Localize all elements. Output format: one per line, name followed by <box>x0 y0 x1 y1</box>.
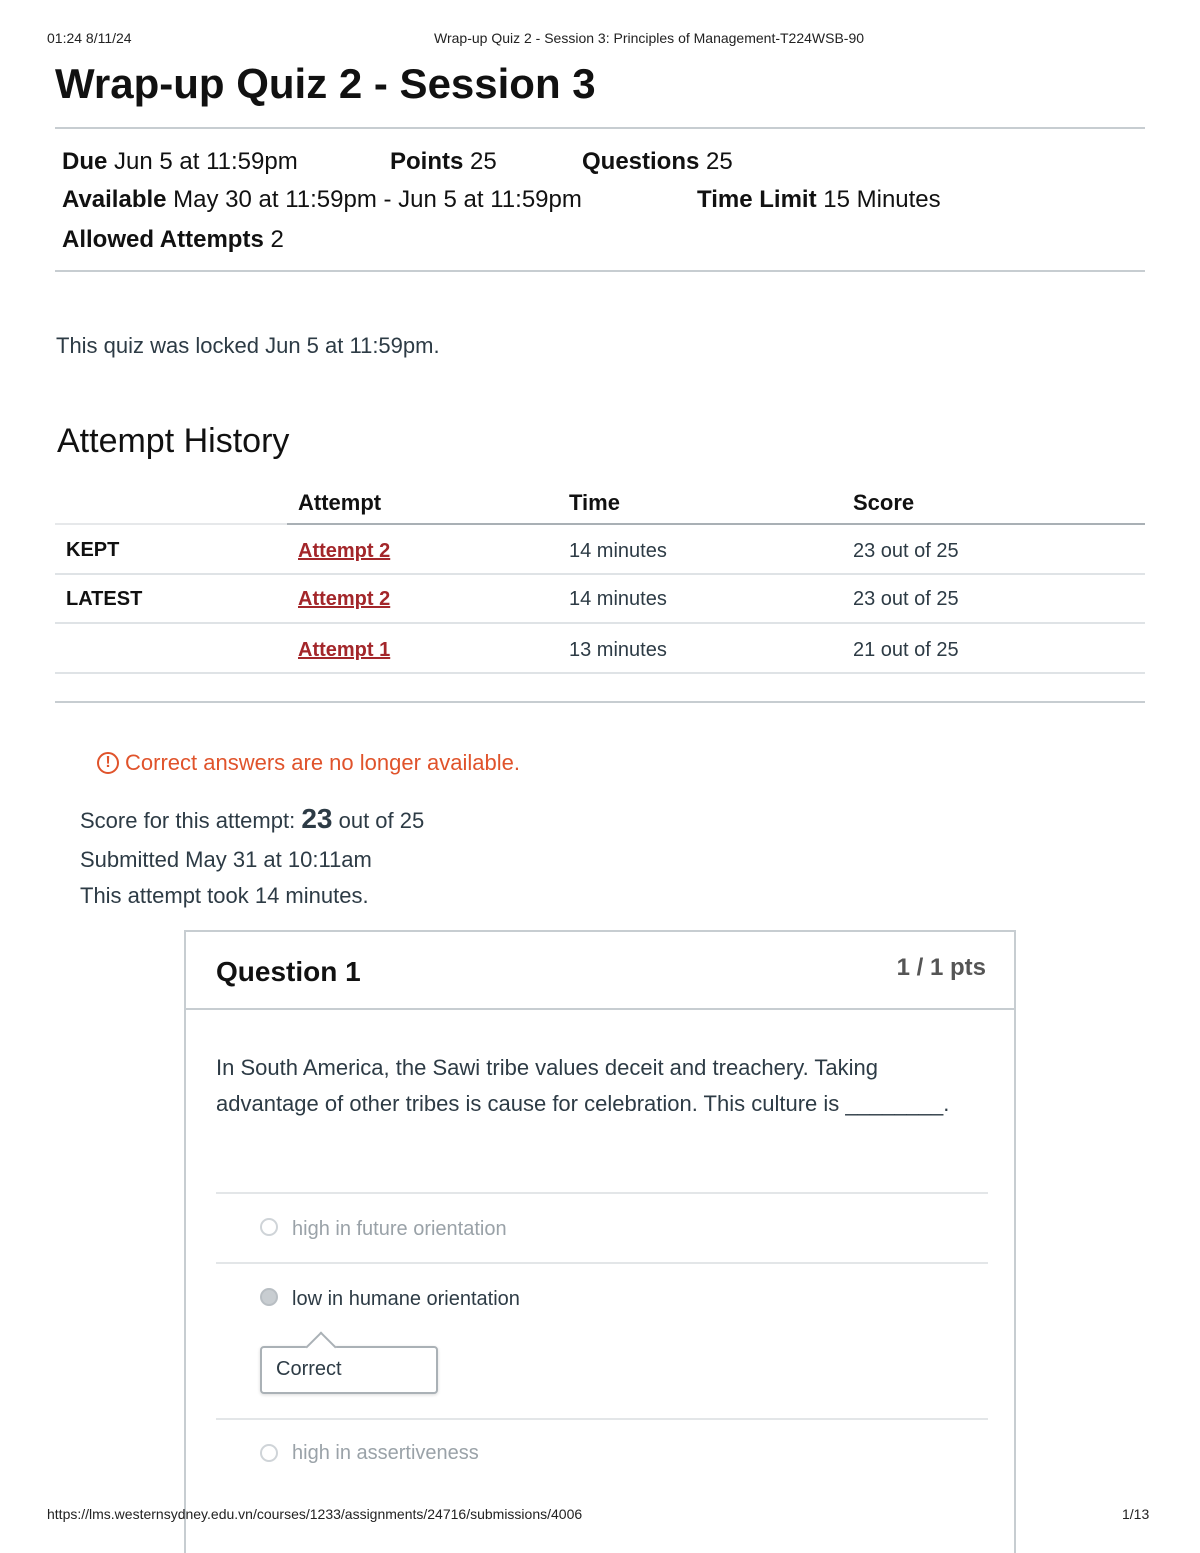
questions-info <box>582 148 733 176</box>
attempt-score-line <box>80 803 424 835</box>
print-document-title: Wrap-up Quiz 2 - Session 3: Principles of Management-T224WSB-90 <box>434 30 865 46</box>
attempt-score: 23 out of 25 <box>853 588 959 610</box>
attempt-score: 23 out of 25 <box>853 540 959 562</box>
question-text: In South America, the Sawi tribe values deceit and treachery. Taking advantage of other tribes is cause for celebration. This culture is ________. <box>216 1055 950 1116</box>
divider <box>55 270 1145 272</box>
answer-divider <box>216 1192 988 1194</box>
print-url: https://lms.westernsydney.edu.vn/courses/1233/assignments/24716/submissions/4006 <box>47 1506 583 1522</box>
table-row-divider <box>55 672 1145 674</box>
due-label: Due <box>62 148 108 175</box>
questions-label: Questions <box>582 148 700 175</box>
print-page-number: 1/13 <box>1122 1506 1150 1522</box>
time-limit-value: 15 Minutes <box>823 186 941 213</box>
answer-divider <box>216 1418 988 1420</box>
row-label-kept: KEPT <box>66 539 120 561</box>
score-value: 23 <box>301 803 333 834</box>
column-header-attempt: Attempt <box>298 490 382 515</box>
available-value: May 30 at 11:59pm - Jun 5 at 11:59pm <box>173 186 582 213</box>
available-label: Available <box>62 186 167 213</box>
attempt-duration: This attempt took 14 minutes. <box>80 883 369 908</box>
submitted-time: Submitted May 31 at 10:11am <box>80 847 372 872</box>
attempt-score: 21 out of 25 <box>853 639 959 661</box>
attempt-time: 14 minutes <box>569 540 667 562</box>
points-label: Points <box>390 148 464 175</box>
attempt-time: 14 minutes <box>569 588 667 610</box>
locked-message: This quiz was locked Jun 5 at 11:59pm. <box>56 333 440 358</box>
correct-feedback-tooltip <box>260 1346 438 1394</box>
notice-text: Correct answers are no longer available. <box>125 750 520 775</box>
table-row-divider <box>55 622 1145 624</box>
divider <box>55 127 1145 129</box>
divider <box>55 701 1145 703</box>
question-card <box>184 930 1016 1553</box>
question-title: Question 1 <box>216 956 361 987</box>
attempt-link[interactable]: Attempt 2 <box>298 540 391 562</box>
score-prefix: Score for this attempt: <box>80 808 296 833</box>
exclamation-circle-icon: ! <box>97 752 119 774</box>
column-header-score: Score <box>853 490 915 515</box>
answer-option-selected[interactable]: low in humane orientation <box>292 1288 520 1310</box>
table-row-divider <box>55 573 1145 575</box>
available-info <box>62 186 582 214</box>
answer-radio[interactable] <box>260 1218 278 1236</box>
points-info <box>390 148 497 176</box>
column-header-time: Time <box>569 490 620 515</box>
answer-option[interactable]: high in future orientation <box>292 1218 507 1240</box>
answer-radio[interactable] <box>260 1444 278 1462</box>
questions-value: 25 <box>706 148 733 175</box>
attempt-time: 13 minutes <box>569 639 667 661</box>
time-limit-info <box>697 186 941 214</box>
table-header-line <box>55 523 287 525</box>
answers-unavailable-notice <box>97 750 520 776</box>
page-title: Wrap-up Quiz 2 - Session 3 <box>55 60 596 107</box>
score-suffix: out of 25 <box>338 808 425 833</box>
allowed-attempts-value: 2 <box>270 226 284 253</box>
attempt-history-title: Attempt History <box>57 422 290 460</box>
print-datetime: 01:24 8/11/24 <box>47 30 132 46</box>
table-header-line <box>287 523 1145 525</box>
allowed-attempts-info <box>62 226 284 254</box>
question-header <box>186 932 1014 1010</box>
attempt-link[interactable]: Attempt 2 <box>298 588 391 610</box>
answer-radio-selected[interactable] <box>260 1288 278 1306</box>
question-points: 1 / 1 pts <box>896 954 986 981</box>
feedback-text: Correct <box>276 1358 342 1380</box>
points-value: 25 <box>470 148 497 175</box>
row-label-latest: LATEST <box>66 588 143 610</box>
time-limit-label: Time Limit <box>697 186 817 213</box>
answer-option[interactable]: high in assertiveness <box>292 1442 479 1464</box>
due-info <box>62 148 298 176</box>
attempt-link[interactable]: Attempt 1 <box>298 639 391 661</box>
answer-divider <box>216 1262 988 1264</box>
allowed-attempts-label: Allowed Attempts <box>62 226 264 253</box>
due-value: Jun 5 at 11:59pm <box>114 148 298 175</box>
